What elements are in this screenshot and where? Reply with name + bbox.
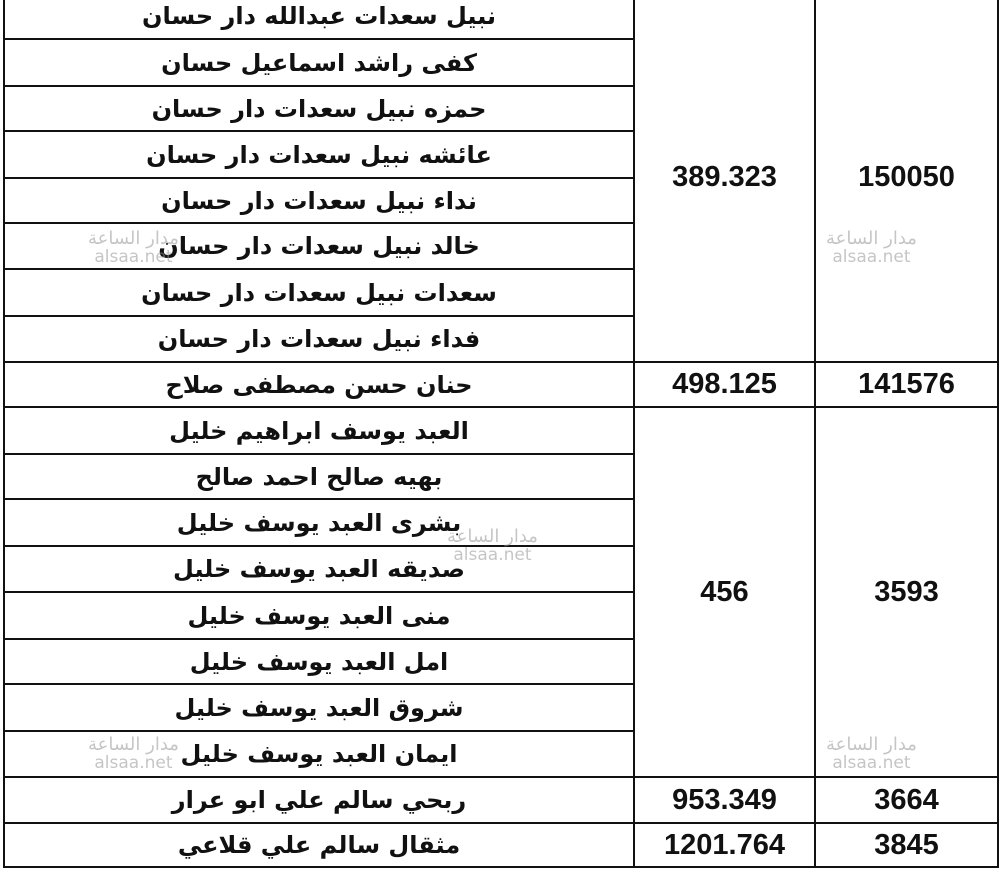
person-name-cell: سعدات نبيل سعدات دار حسان	[4, 269, 634, 316]
area-value-cell: 1201.764	[634, 823, 815, 867]
watermark-arabic: مدار الساعة	[447, 526, 538, 547]
area-value-cell: 456	[634, 407, 815, 777]
area-value-cell: 953.349	[634, 777, 815, 823]
table-row	[4, 777, 998, 823]
person-name-cell: نبيل سعدات عبدالله دار حسان	[4, 0, 634, 39]
person-name-cell: حنان حسن مصطفى صلاح	[4, 362, 634, 407]
table-row	[4, 407, 998, 454]
watermark-latin: alsaa.net	[832, 247, 911, 267]
table-row	[4, 362, 998, 407]
record-id-cell: 141576	[815, 362, 998, 407]
record-id-cell: 150050	[815, 0, 998, 362]
record-id-cell: 3664	[815, 777, 998, 823]
watermark-latin: alsaa.net	[453, 545, 532, 565]
watermark-arabic: مدار الساعة	[826, 734, 917, 755]
record-id-cell: 3593	[815, 407, 998, 777]
record-id-cell: 3845	[815, 823, 998, 867]
person-name-cell: امل العبد يوسف خليل	[4, 639, 634, 684]
person-name-cell: فداء نبيل سعدات دار حسان	[4, 316, 634, 362]
person-name-cell: بهيه صالح احمد صالح	[4, 454, 634, 499]
watermark-latin: alsaa.net	[94, 247, 173, 267]
watermark-latin: alsaa.net	[832, 753, 911, 773]
person-name-cell: بشرى العبد يوسف خليل	[4, 499, 634, 546]
person-name-cell: شروق العبد يوسف خليل	[4, 684, 634, 731]
person-name-cell: ايمان العبد يوسف خليل	[4, 731, 634, 777]
person-name-cell: صديقه العبد يوسف خليل	[4, 546, 634, 592]
person-name-cell: حمزه نبيل سعدات دار حسان	[4, 86, 634, 131]
watermark-latin: alsaa.net	[94, 753, 173, 773]
watermark-arabic: مدار الساعة	[88, 228, 179, 249]
area-value-cell: 498.125	[634, 362, 815, 407]
records-table	[3, 0, 999, 868]
person-name-cell: العبد يوسف ابراهيم خليل	[4, 407, 634, 454]
person-name-cell: منى العبد يوسف خليل	[4, 592, 634, 639]
table-row	[4, 0, 998, 39]
person-name-cell: خالد نبيل سعدات دار حسان	[4, 223, 634, 269]
watermark-arabic: مدار الساعة	[826, 228, 917, 249]
person-name-cell: نداء نبيل سعدات دار حسان	[4, 178, 634, 223]
person-name-cell: ربحي سالم علي ابو عرار	[4, 777, 634, 823]
watermark-arabic: مدار الساعة	[88, 734, 179, 755]
table-row	[4, 823, 998, 867]
person-name-cell: مثقال سالم علي قلاعي	[4, 823, 634, 867]
person-name-cell: كفى راشد اسماعيل حسان	[4, 39, 634, 86]
area-value-cell: 389.323	[634, 0, 815, 362]
person-name-cell: عائشه نبيل سعدات دار حسان	[4, 131, 634, 178]
